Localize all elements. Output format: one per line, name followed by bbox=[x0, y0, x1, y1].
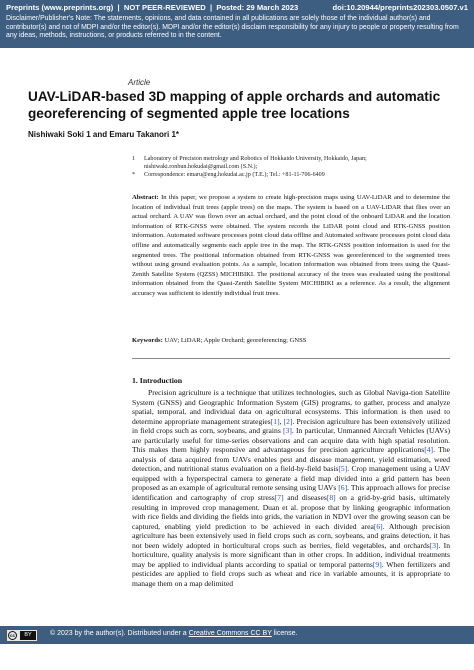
citation-link[interactable]: [6] bbox=[373, 521, 383, 531]
correspondence bbox=[132, 171, 452, 179]
citation-link[interactable]: [3] bbox=[283, 426, 292, 436]
paragraph-text: Precision agriculture is a technique that utilizes technologies, such as Global Naviga-tion Satellite System (GNSS) and Geographic Information System (GIS) programs, to gather, process and analyze spatial, temporal, and individual data on agricultural ecosystems. This information is then used to determine appropriate management strategies bbox=[132, 388, 450, 426]
correspondence-marker: * bbox=[132, 172, 136, 178]
affiliation-email[interactable]: nishiwaki.ronbun.hokudai@gmail.com (S.N.); bbox=[144, 164, 258, 170]
separator: | bbox=[205, 3, 217, 12]
citation-link[interactable]: [5] bbox=[338, 464, 348, 474]
abstract-label: Abstract: bbox=[132, 194, 159, 201]
correspondence-line: Correspondence: emaru@eng.hokudai.ac.jp (T.E.); Tel.: +81-11-706-6409 bbox=[144, 172, 325, 178]
citation-link[interactable]: [4] bbox=[424, 445, 434, 455]
citation-link[interactable]: [8] bbox=[326, 493, 336, 503]
paper-title: UAV-LiDAR-based 3D mapping of apple orchards and automatic georeferencing of segmented apple tree locations bbox=[28, 89, 441, 121]
posted-date: Posted: 29 March 2023 bbox=[216, 3, 299, 12]
introduction-paragraph bbox=[132, 388, 450, 588]
paragraph-text: . This approach allows for precise identification and cartography of crop stress bbox=[132, 483, 450, 503]
cc-by-badge[interactable] bbox=[6, 629, 38, 642]
banner-left bbox=[6, 3, 298, 12]
citation-link[interactable]: [3] bbox=[429, 540, 439, 550]
section-heading: 1. Introduction bbox=[132, 376, 183, 385]
by-icon: BY bbox=[20, 631, 36, 640]
affiliation-marker: 1 bbox=[132, 156, 136, 162]
peer-status: NOT PEER-REVIEWED bbox=[123, 3, 206, 12]
paragraph-text: . Crop management using a UAV equipped with a hyperspectral camera to generate a field map divided into a grid pattern has been proposed as an example of agricultural remote sensing using UAVs bbox=[132, 464, 450, 493]
citation-link[interactable]: [9] bbox=[372, 559, 382, 569]
preprints-link[interactable]: Preprints (www.preprints.org) bbox=[6, 3, 114, 12]
divider bbox=[132, 358, 450, 359]
separator: | bbox=[113, 3, 124, 12]
doi-link[interactable]: doi:10.20944/preprints202303.0507.v1 bbox=[332, 3, 468, 12]
disclaimer-note: Disclaimer/Publisher's Note: The statements, opinions, and data contained in all publications are solely those of the individual author(s) and contributor(s) and not of MDPI and/or the editor(s). MDPI and/or the editor(s) disclaim responsibility for any injury to people or property resulting from any ideas, methods, instructions, or products referred to in the content. bbox=[6, 15, 459, 40]
paragraph-text: . In horticulture, quality analysis is more significant than in other crops. In addition, individual treatments may be applied to individual plants according to spatial or temporal patterns bbox=[132, 540, 450, 569]
introduction-body bbox=[132, 388, 450, 588]
license-footer bbox=[0, 626, 474, 644]
affiliation-1 bbox=[132, 155, 452, 171]
banner-top-row bbox=[6, 3, 468, 13]
cc-icon: cc bbox=[9, 633, 15, 638]
abstract-text: In this paper, we propose a system to create high-precision maps using UAV-LiDAR and to determine the location of individual fruit trees (apple trees) on the maps. The system is based on a UAV-LiDAR that flies over an actual orchard. A UAV was flown over an actual orchard, and the point cloud of the onboard LiDAR and the location information of RTK-GNSS were obtained. The system records the LiDAR point cloud and RTK-GNSS position information. Automated software processes point cloud data offline and Automated software processes point cloud data offline and automatically segments each apple tree in the map. The RTK-GNSS position information is used for the segmented trees. The positional information obtained from RTK-GNSS was georeferenced to the segmented trees without using ground evaluation points. As a sample, location information was obtained from trees using the Quasi-Zenith Satellite System (QZSS) MICHIBIKI. The positional accuracy of the trees was evaluated using the positional information obtained from the Quasi-Zenith Satellite System MICHIBIKI as a reference. As a result, the alignment accuracy was sufficient to identify individual fruit trees. bbox=[132, 194, 450, 297]
license-text bbox=[50, 630, 297, 637]
paragraph-text: . The analysis of data acquired from UAVs enables pest and disease management, yield estimation, weed detection, and nutritional status evaluation on a field-by-field basis bbox=[132, 445, 450, 474]
citation-link[interactable]: [7] bbox=[274, 493, 284, 503]
paragraph-text: , bbox=[279, 416, 284, 426]
keywords bbox=[132, 336, 450, 345]
paragraph-text: on a grid-by-grid basis, ultimately resulting in improved crop management. Duan et al. propose that by linking geographic information with rice fields and dividing the fields into grids, the variation in NDVI over the growing season can be captured, enabling yield prediction to be achieved in each divided area bbox=[132, 493, 450, 531]
paragraph-text: . Although precision agriculture has been extensively used in field crops such as corn, soybeans, and grains detection, it has not been widely adopted in horticultural crops such as berries, field vegetables, and orchards bbox=[132, 521, 450, 550]
paragraph-text: . Precision agriculture has been extensively utilized in field crops such as corn, soybeans, and grains bbox=[132, 416, 451, 436]
license-link[interactable]: Creative Commons CC BY bbox=[188, 630, 272, 637]
article-type: Article bbox=[128, 78, 151, 87]
citation-link[interactable]: [2] bbox=[283, 416, 293, 426]
license-prefix: © 2023 by the author(s). Distributed under a bbox=[50, 630, 187, 637]
keywords-text: UAV; LiDAR; Apple Orchard; georeferencing; GNSS bbox=[164, 337, 307, 344]
keywords-label: Keywords: bbox=[132, 337, 163, 344]
abstract bbox=[132, 193, 450, 299]
authors: Nishiwaki Soki 1 and Emaru Takanori 1* bbox=[28, 130, 180, 139]
paragraph-text: . In particular, Unmanned Aircraft Vehicles (UAVs) are particularly useful for time-series observations and can acquire data with high spatial resolution. This makes them highly responsive and advantageous for precision agriculture applications bbox=[132, 426, 450, 455]
affiliations bbox=[132, 155, 452, 179]
citation-link[interactable]: [6] bbox=[338, 483, 348, 493]
affiliation-line: Laboratory of Precision metrology and Robotics of Hokkaido University, Hokkaido, Japan; bbox=[144, 156, 367, 162]
citation-link[interactable]: [1] bbox=[270, 416, 280, 426]
preprint-banner bbox=[0, 0, 474, 48]
paragraph-text: . When fertilizers and pesticides are applied to field crops such as wheat and rice in variable amounts, it is appropriate to manage them on a map delimited bbox=[132, 559, 450, 588]
license-suffix: license. bbox=[273, 630, 298, 637]
paragraph-text: and diseases bbox=[283, 493, 327, 503]
